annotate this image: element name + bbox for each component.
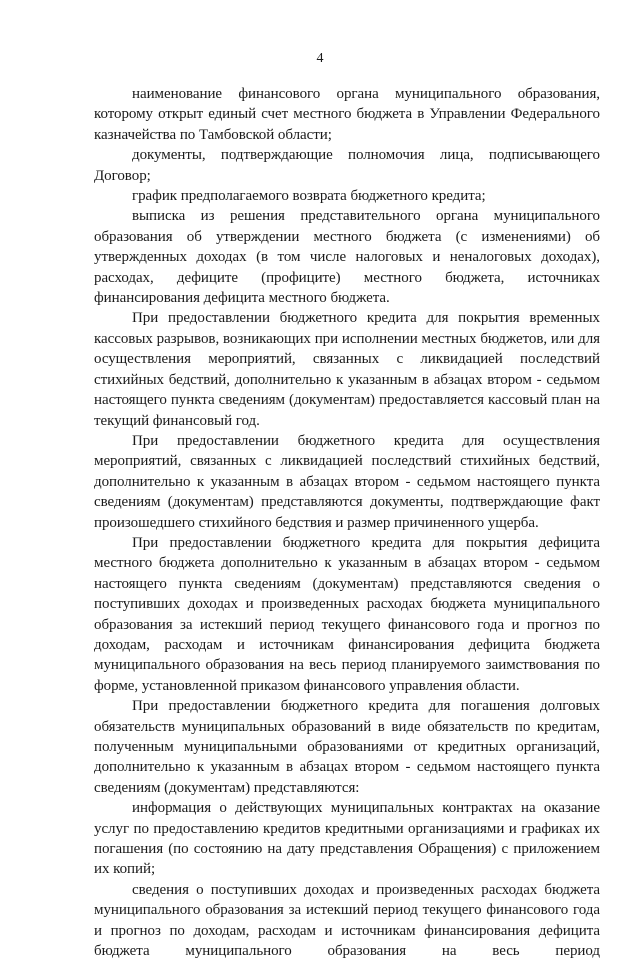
paragraph-municipal-contracts-info: информация о действующих муниципальных контрактах на оказание услуг по предоставлению кредитов кредитными организациями и графиках их погашения (по состоянию на дату представления Обращения) с приложением их копий; [94,800,600,878]
document-body [94,84,600,961]
page-number: 4 [316,51,324,66]
paragraph-income-expense-info: сведения о поступивших доходах и произведенных расходах бюджета муниципального образования за истекший период текущего финансового года и прогноз по доходам, расходам и источникам финансирования дефицита бюджета муниципального образования на весь период [94,881,600,960]
paragraph-disaster-credit: При предоставлении бюджетного кредита для осуществления мероприятий, связанных с ликвидацией последствий стихийных бедствий, дополнительно к указанным в абзацах втором - седьмом настоящего пункта сведениям (документам) представляются документы, подтверждающие факт произошедшего стихийного бедствия и размер причиненного ущерба. [94,432,600,531]
paragraph-authority-documents: документы, подтверждающие полномочия лица, подписывающего Договор; [94,147,600,184]
paragraph-cash-gap-credit: При предоставлении бюджетного кредита для покрытия временных кассовых разрывов, возникающих при исполнении местных бюджетов, или для осуществления мероприятий, связанных с ликвидацией последствий стихийных бедствий, дополнительно к указанным в абзацах втором - седьмом настоящего пункта сведениям (документам) предоставляется кассовый план на текущий финансовый год. [94,310,600,429]
paragraph-finance-body-name: наименование финансового органа муниципального образования, которому открыт единый счет местного бюджета в Управлении Федерального казначейства по Тамбовской области; [94,86,600,143]
paragraph-debt-repayment-credit: При предоставлении бюджетного кредита для погашения долговых обязательств муниципальных образований в виде обязательств по кредитам, полученным муниципальными образованиями от кредитных организаций, дополнительно к указанным в абзацах втором - седьмом настоящего пункта сведениям (документам) представляются: [94,698,600,796]
paragraph-deficit-credit: При предоставлении бюджетного кредита для покрытия дефицита местного бюджета дополнительно к указанным в абзацах втором - седьмом настоящего пункта сведениям (документам) представляются сведения о поступивших доходах и произведенных расходах бюджета муниципального образования за истекший период текущего финансового года и прогноз по доходам, расходам и источникам финансирования дефицита бюджета муниципального образования на весь период планируемого заимствования по форме, установленной приказом финансового управления области. [94,534,600,694]
paragraph-budget-decision-extract: выписка из решения представительного органа муниципального образования об утверждении местного бюджета (с изменениями) об утвержденных доходах (в том числе налоговых и неналоговых доходах), расходах, дефиците (профиците) местного бюджета, источниках финансирования дефицита местного бюджета. [94,208,600,307]
paragraph-repayment-schedule: график предполагаемого возврата бюджетного кредита; [132,188,486,205]
